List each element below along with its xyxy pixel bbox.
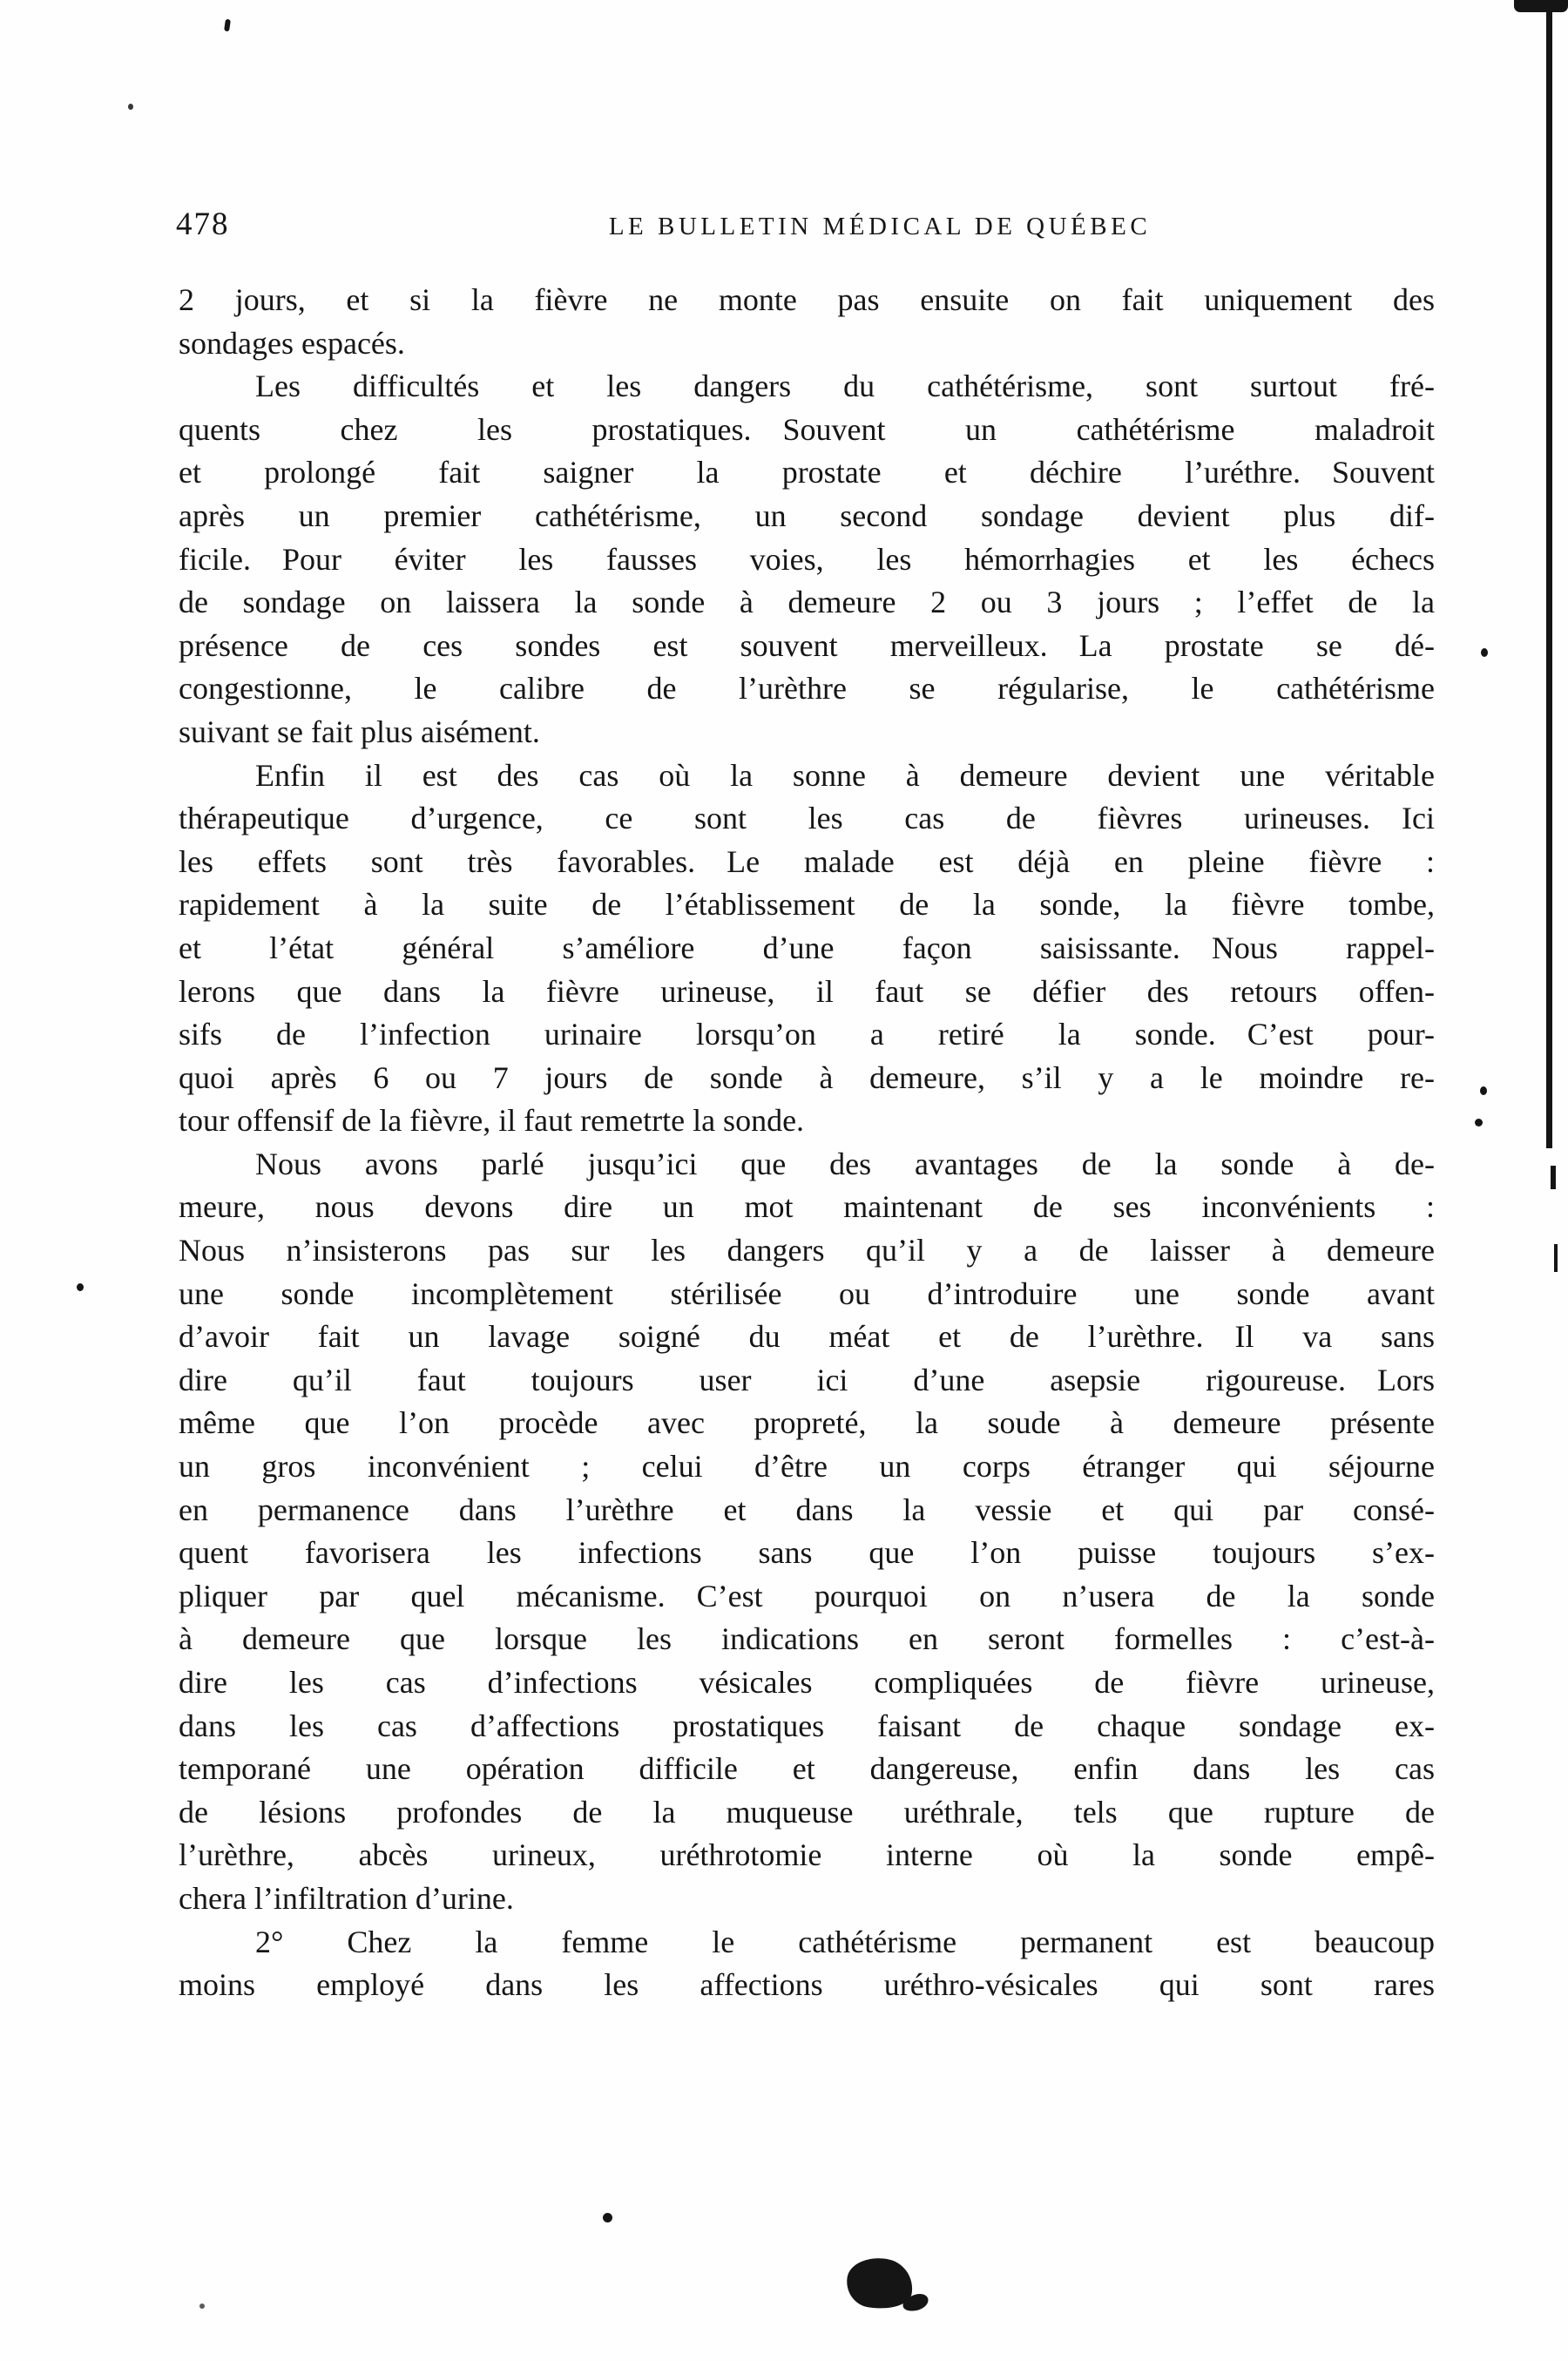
scan-speck: [224, 19, 231, 32]
scan-speck: [77, 1283, 84, 1291]
text-line: les effets sont très favorables. Le malade est déjà en pleine fièvre :: [179, 843, 1435, 879]
text-line: moins employé dans les affections uréthro-vésicales qui sont rares: [179, 1967, 1435, 2003]
text-line: et prolongé fait saigner la prostate et déchire l’uréthre. Souvent: [179, 455, 1435, 490]
text-line: temporané une opération difficile et dangereuse, enfin dans les cas: [179, 1751, 1435, 1787]
text-line: l’urèthre, abcès urineux, uréthrotomie interne où la sonde empê-: [179, 1837, 1435, 1873]
text-line: lerons que dans la fièvre urineuse, il faut se défier des retours offen-: [179, 973, 1435, 1009]
text-line: 2 jours, et si la fièvre ne monte pas ensuite on fait uniquement des: [179, 282, 1435, 317]
text-line: sondages espacés.: [179, 325, 405, 361]
text-line: 2° Chez la femme le cathétérisme permanent est beaucoup: [255, 1924, 1435, 1959]
text-line: dans les cas d’affections prostatiques faisant de chaque sondage ex-: [179, 1708, 1435, 1743]
text-line: quents chez les prostatiques. Souvent un cathétérisme maladroit: [179, 411, 1435, 447]
text-line: quent favorisera les infections sans que l’on puisse toujours s’ex-: [179, 1535, 1435, 1571]
page-edge-dash: [1551, 1166, 1556, 1189]
scan-speck: [603, 2213, 612, 2222]
text-line: meure, nous devons dire un mot maintenant de ses inconvénients :: [179, 1189, 1435, 1225]
text-line: rapidement à la suite de l’établissement de la sonde, la fièvre tombe,: [179, 887, 1435, 923]
page-number: 478: [176, 206, 230, 242]
text-line: présence de ces sondes est souvent merveilleux. La prostate se dé-: [179, 627, 1435, 663]
text-line: ficile. Pour éviter les fausses voies, les hémorrhagies et les échecs: [179, 541, 1435, 577]
text-line: thérapeutique d’urgence, ce sont les cas de fièvres urineuses. Ici: [179, 801, 1435, 836]
text-line: congestionne, le calibre de l’urèthre se régularise, le cathétérisme: [179, 671, 1435, 707]
text-line: en permanence dans l’urèthre et dans la vessie et qui par consé-: [179, 1492, 1435, 1527]
text-line: et l’état général s’améliore d’une façon saisissante. Nous rappel-: [179, 930, 1435, 965]
text-line: Nous n’insisterons pas sur les dangers qu’il y a de laisser à demeure: [179, 1233, 1435, 1268]
scan-speck: [1475, 1119, 1483, 1126]
scan-speck: [128, 104, 133, 110]
page-body: [179, 279, 1435, 2007]
text-line: pliquer par quel mécanisme. C’est pourquoi on n’usera de la sonde: [179, 1578, 1435, 1613]
text-line: une sonde incomplètement stérilisée ou d’introduire une sonde avant: [179, 1275, 1435, 1311]
text-line: suivant se fait plus aisément.: [179, 714, 540, 749]
text-line: de sondage on laissera la sonde à demeure 2 ou 3 jours ; l’effet de la: [179, 585, 1435, 620]
text-line: Nous avons parlé jusqu’ici que des avantages de la sonde à de-: [255, 1146, 1435, 1181]
text-line: tour offensif de la fièvre, il faut remetrte la sonde.: [179, 1103, 805, 1139]
scan-speck: [1480, 1086, 1487, 1095]
text-line: d’avoir fait un lavage soigné du méat et de l’urèthre. Il va sans: [179, 1319, 1435, 1355]
text-line: après un premier cathétérisme, un second sondage devient plus dif-: [179, 497, 1435, 533]
text-line: de lésions profondes de la muqueuse uréthrale, tels que rupture de: [179, 1794, 1435, 1830]
page-edge-line: [1546, 0, 1552, 1148]
page-edge-corner-mark: [1514, 0, 1568, 12]
text-line: à demeure que lorsque les indications en seront formelles : c’est-à-: [179, 1621, 1435, 1657]
scan-speck: [199, 2303, 205, 2309]
page-edge-dash: [1554, 1244, 1558, 1272]
text-line: dire les cas d’infections vésicales compliquées de fièvre urineuse,: [179, 1665, 1435, 1700]
text-line: même que l’on procède avec propreté, la soude à demeure présente: [179, 1405, 1435, 1441]
text-line: Enfin il est des cas où la sonne à demeure devient une véritable: [255, 757, 1435, 793]
text-line: dire qu’il faut toujours user ici d’une asepsie rigoureuse. Lors: [179, 1362, 1435, 1397]
text-line: un gros inconvénient ; celui d’être un corps étranger qui séjourne: [179, 1449, 1435, 1485]
scan-speck: [1481, 648, 1488, 657]
text-line: Les difficultés et les dangers du cathétérisme, sont surtout fré-: [255, 369, 1435, 404]
text-line: sifs de l’infection urinaire lorsqu’on a retiré la sonde. C’est pour-: [179, 1017, 1435, 1052]
text-line: chera l’infiltration d’urine.: [179, 1880, 514, 1916]
running-header: LE BULLETIN MÉDICAL DE QUÉBEC: [608, 213, 1152, 240]
text-line: quoi après 6 ou 7 jours de sonde à demeure, s’il y a le moindre re-: [179, 1059, 1435, 1095]
